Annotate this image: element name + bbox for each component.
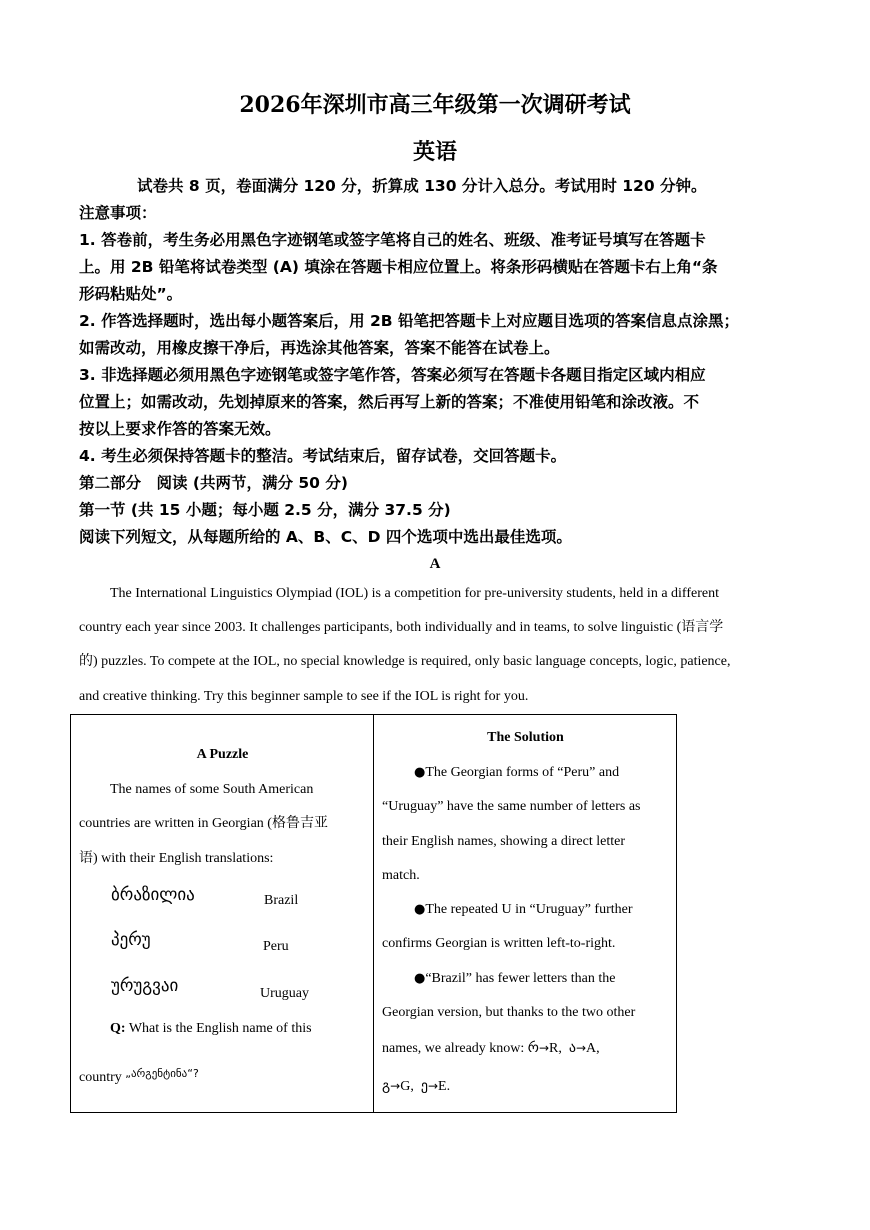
question-line-2 [79,1057,366,1096]
map-georgian-g: გ [382,1078,391,1094]
georgian-peru: პერუ [111,930,151,950]
solution-bullet-1-line-1: ●The Georgian forms of “Peru” and [414,765,620,780]
instruction-line: 阅读下列短文，从每题所给的 A、B、C、D 四个选项中选出最佳选项。 [79,528,572,546]
puzzle-column [79,715,366,1112]
solution-bullet-2-line-2: confirms Georgian is written left-to-right. [382,936,616,951]
solution-bullet-3-line-3: names, we already know: რ→R, ა→A, [382,1040,600,1056]
note-2-line-2: 如需改动，用橡皮擦干净后，再选涂其他答案，答案不能答在试卷上。 [79,339,560,357]
section-heading: 第一节 (共 15 小题；每小题 2.5 分，满分 37.5 分) [79,501,451,519]
georgian-brazil: ბრაზილია [111,885,195,905]
puzzle-intro-line-1: The names of some South American [110,782,314,797]
arrow-icon: → [538,1041,550,1055]
question-georgian-word: „არგენტინა“? [125,1067,199,1080]
bullet-icon: ● [414,902,426,917]
passage-line-1: The International Linguistics Olympiad (IOL) is a competition for pre-university students, held in a different [110,586,719,601]
note-1-line-2: 上。用 2B 铅笔将试卷类型 (A) 填涂在答题卡相应位置上。将条形码横贴在答题卡右上角“条 [79,258,718,276]
solution-bullet-1-line-2: “Uruguay” have the same number of letters as [382,799,641,814]
map-latin-e: E [438,1079,447,1094]
part-heading: 第二部分 阅读 (共两节，满分 50 分) [79,474,348,492]
passage-line-2: country each year since 2003. It challenges participants, both individually and in teams, to solve linguistic (语言学 [79,620,724,635]
puzzle-table [70,714,677,1113]
english-uruguay: Uruguay [260,986,309,1001]
passage-line-3: 的) puzzles. To compete at the IOL, no special knowledge is required, only basic language concepts, logic, patience, [79,654,731,669]
note-1-line-1: 1. 答卷前，考生务必用黑色字迹钢笔或签字笔将自己的姓名、班级、准考证号填写在答题卡 [79,231,706,249]
exam-summary: 试卷共 8 页，卷面满分 120 分，折算成 130 分计入总分。考试用时 120 分钟。 [137,177,707,195]
exam-title: 2026年深圳市高三年级第一次调研考试 [239,92,631,118]
note-3-line-3: 按以上要求作答的答案无效。 [79,420,281,438]
bullet-icon: ● [414,765,426,780]
map-georgian-r: რ [527,1040,539,1056]
puzzle-intro-line-3: 语) with their English translations: [79,851,274,866]
arrow-icon: → [427,1079,438,1093]
solution-bullet-1-line-4: match. [382,868,420,883]
passage-line-4: and creative thinking. Try this beginner sample to see if the IOL is right for you. [79,689,529,704]
note-4-line-1: 4. 考生必须保持答题卡的整洁。考试结束后，留存试卷，交回答题卡。 [79,447,567,465]
question-text: What is the English name of this [128,1021,312,1036]
note-3-line-1: 3. 非选择题必须用黑色字迹钢笔或签字笔作答，答案必须写在答题卡各题目指定区域内相应 [79,366,706,384]
passage-label: A [429,556,441,572]
solution-heading: The Solution [487,730,564,745]
english-peru: Peru [263,939,289,954]
question-label: Q: [110,1021,126,1036]
arrow-icon: → [390,1079,401,1093]
georgian-uruguay: ურუგვაი [111,976,179,996]
solution-bullet-3-line-4: გ→G, ე→E. [382,1078,451,1094]
map-latin-g: G [400,1079,411,1094]
table-divider [373,715,374,1112]
note-2-line-1: 2. 作答选择题时，选出每小题答案后，用 2B 铅笔把答题卡上对应题目选项的答案信息点涂黑； [79,312,739,330]
map-georgian-e: ე [420,1078,428,1094]
map-georgian-a: ა [568,1040,576,1056]
puzzle-intro-line-2: countries are written in Georgian (格鲁吉亚 [79,816,328,831]
note-3-line-2: 位置上；如需改动，先划掉原来的答案，然后再写上新的答案；不准使用铅笔和涂改液。不 [79,393,700,411]
map-latin-r: R [549,1041,559,1056]
question-country-prefix: country [79,1070,122,1085]
bullet-icon: ● [414,971,426,986]
subject-title: 英语 [412,139,457,165]
arrow-icon: → [575,1041,587,1055]
notice-label: 注意事项： [79,204,157,222]
note-1-line-3: 形码粘贴处”。 [79,285,183,303]
english-brazil: Brazil [264,893,299,908]
puzzle-heading: A Puzzle [196,747,249,762]
map-latin-a: A [586,1041,597,1056]
solution-bullet-3-line-2: Georgian version, but thanks to the two other [382,1005,636,1020]
solution-column [382,715,669,1112]
solution-bullet-3-line-1: ●“Brazil” has fewer letters than the [414,971,616,986]
solution-bullet-2-line-1: ●The repeated U in “Uruguay” further [414,902,633,917]
question-line-1 [110,1012,366,1047]
solution-bullet-1-line-3: their English names, showing a direct letter [382,834,625,849]
